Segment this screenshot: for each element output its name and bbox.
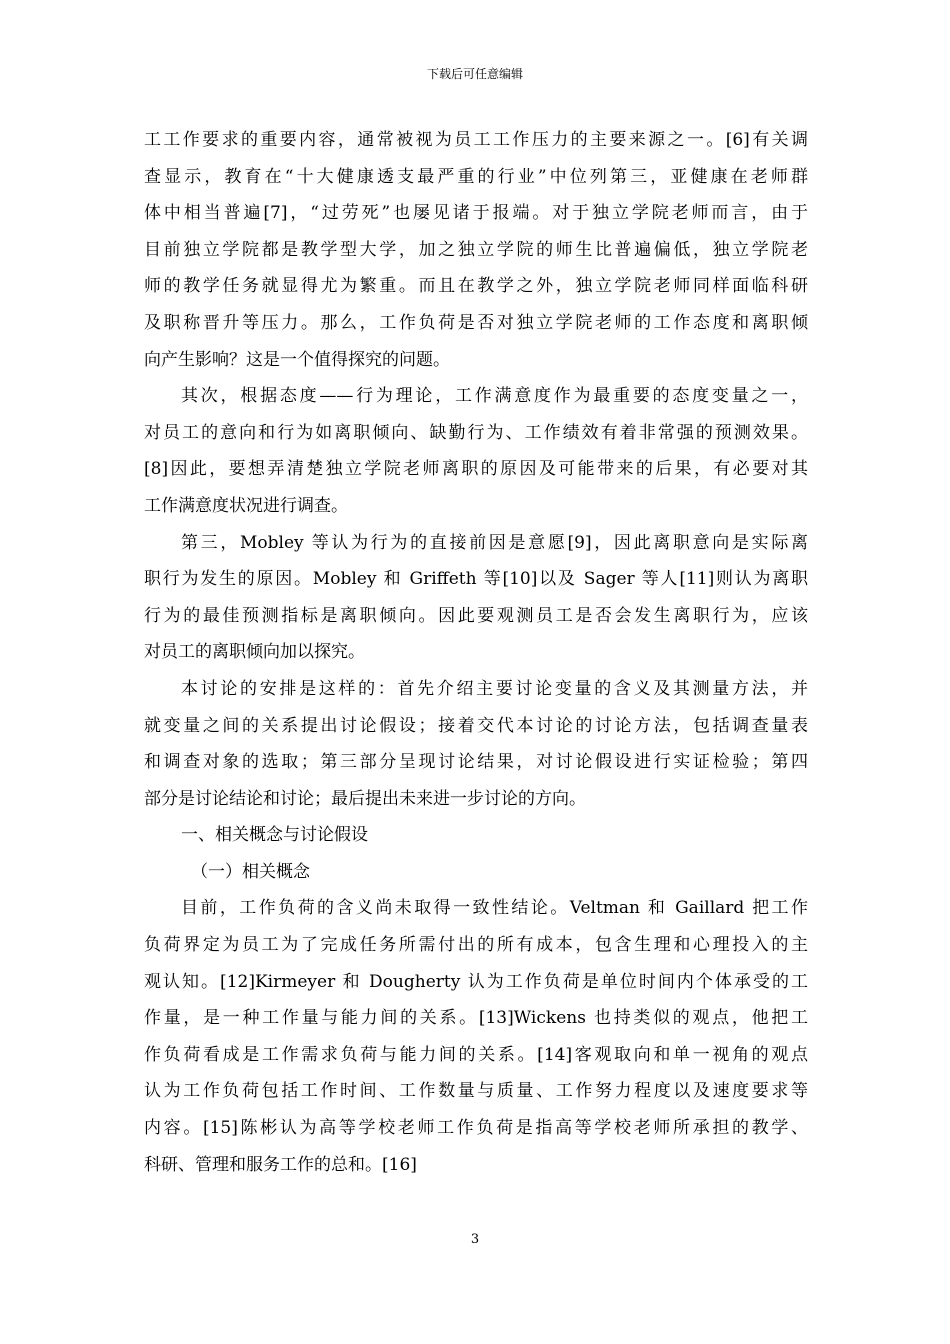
body-line: 目前，工作负荷的含义尚未取得一致性结论。Veltman 和 Gaillard 把工作 xyxy=(181,898,808,919)
body-line: 向产生影响？这是一个值得探究的问题。 xyxy=(144,349,450,370)
body-line: 对员工的意向和行为如离职倾向、缺勤行为、工作绩效有着非常强的预测效果。 xyxy=(144,422,808,443)
body-line: 行为的最佳预测指标是离职倾向。因此要观测员工是否会发生离职行为，应该 xyxy=(144,605,808,626)
body-line: 作负荷看成是工作需求负荷与能力间的关系。[14]客观取向和单一视角的观点 xyxy=(144,1044,808,1065)
body-line: 师的教学任务就显得尤为繁重。而且在教学之外，独立学院老师同样面临科研 xyxy=(144,276,808,297)
section-heading: 一、相关概念与讨论假设 xyxy=(181,825,368,846)
body-line: 部分是讨论结论和讨论；最后提出未来进一步讨论的方向。 xyxy=(144,788,586,809)
body-line: 工工作要求的重要内容，通常被视为员工工作压力的主要来源之一。[6]有关调 xyxy=(144,130,808,150)
body-line: 目前独立学院都是教学型大学，加之独立学院的师生比普遍偏低，独立学院老 xyxy=(144,239,808,260)
body-line: [8]因此，要想弄清楚独立学院老师离职的原因及可能带来的后果，有必要对其 xyxy=(144,459,808,480)
body-line: 本讨论的安排是这样的：首先介绍主要讨论变量的含义及其测量方法，并 xyxy=(181,678,808,699)
body-line: 和调查对象的选取；第三部分呈现讨论结果，对讨论假设进行实证检验；第四 xyxy=(144,752,808,773)
body-line: 科研、管理和服务工作的总和。[16] xyxy=(144,1154,417,1175)
body-line: 认为工作负荷包括工作时间、工作数量与质量、工作努力程度以及速度要求等 xyxy=(144,1081,808,1102)
body-line: 其次，根据态度——行为理论，工作满意度作为最重要的态度变量之一， xyxy=(181,386,808,407)
page-number: 3 xyxy=(470,1232,480,1247)
body-line: 查显示，教育在“十大健康透支最严重的行业”中位列第三，亚健康在老师群 xyxy=(144,166,808,187)
body-line: 内容。[15]陈彬认为高等学校老师工作负荷是指高等学校老师所承担的教学、 xyxy=(144,1118,808,1139)
page-header: 下载后可任意编辑 xyxy=(426,67,523,81)
body-line: 对员工的离职倾向加以探究。 xyxy=(144,642,365,663)
body-line: 职行为发生的原因。Mobley 和 Griffeth 等[10]以及 Sager 等人[11]则认为离职 xyxy=(144,569,808,590)
body-line: 体中相当普遍[7]，“过劳死”也屡见诸于报端。对于独立学院老师而言，由于 xyxy=(144,203,808,224)
body-line: 及职称晋升等压力。那么，工作负荷是否对独立学院老师的工作态度和离职倾 xyxy=(144,312,808,333)
body-line: 第三，Mobley 等认为行为的直接前因是意愿[9]，因此离职意向是实际离 xyxy=(181,532,808,553)
body-line: 负荷界定为员工为了完成任务所需付出的所有成本，包含生理和心理投入的主 xyxy=(144,935,808,956)
body-line: 观认知。[12]Kirmeyer 和 Dougherty 认为工作负荷是单位时间内个体承受的工 xyxy=(144,971,808,992)
subsection-heading: （一）相关概念 xyxy=(191,861,310,882)
body-line: 作量，是一种工作量与能力间的关系。[13]Wickens 也持类似的观点，他把工 xyxy=(144,1008,808,1029)
body-line: 工作满意度状况进行调查。 xyxy=(144,495,348,516)
document-body xyxy=(144,122,808,1183)
body-line: 就变量之间的关系提出讨论假设；接着交代本讨论的讨论方法，包括调查量表 xyxy=(144,715,808,736)
